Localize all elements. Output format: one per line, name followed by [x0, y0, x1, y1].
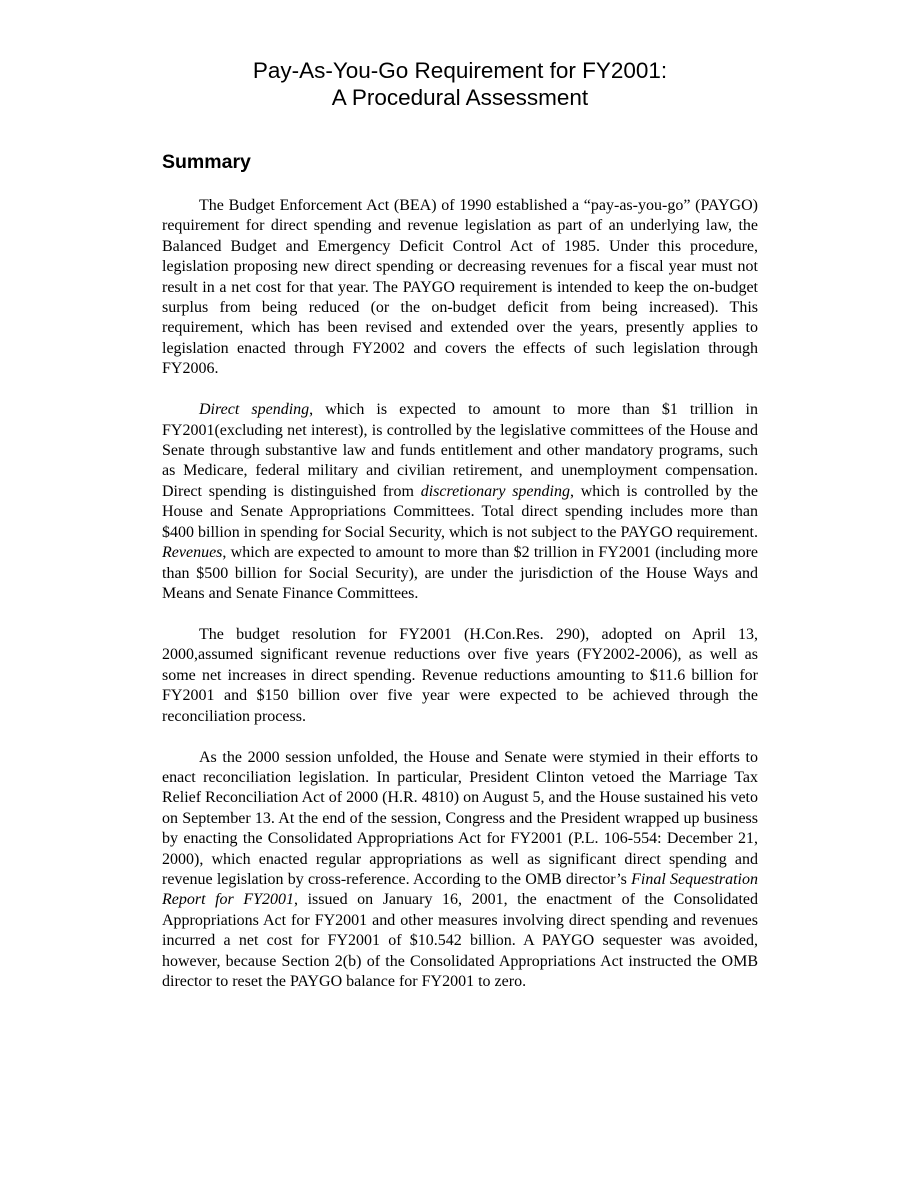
paragraph-4-text-1: As the 2000 session unfolded, the House and Senate were stymied in their efforts to enact reconciliation legislation. In particular, President Clinton vetoed the Marriage Tax Relief Reconciliation Act of 2000 (H.R. 4810) on August 5, and the House sustained his veto on September 13. At the end of the session, Congress and the President wrapped up business by enacting the Consolidated Appropriations Act for FY2001 (P.L. 106-554: December 21, 2000), which enacted regular appropriations as well as significant direct spending and revenue legislation by cross-reference. According to the OMB director’s: [162, 748, 758, 888]
title-line-2: A Procedural Assessment: [331, 85, 589, 110]
paragraph-2-text-1: , which is expected to amount to more than $1 trillion in FY2001(excluding net interest), is controlled by the legislative committees of the House and Senate through substantive law and funds entitlement and other mandatory programs, such as Medicare, federal military and civilian retirement, and unemployment compensation. Direct spending is distinguished from: [162, 401, 758, 500]
paragraph-2: [162, 400, 758, 604]
title-line-1: Pay-As-You-Go Requirement for FY2001:: [252, 58, 668, 83]
term-discretionary-spending: discretionary spending: [420, 482, 570, 500]
document-body: [162, 196, 758, 1013]
paragraph-2-text-3: , which are expected to amount to more than $2 trillion in FY2001 (including more than $500 billion for Social Security), are under the jurisdiction of the House Ways and Means and Senate Finance Committees.: [162, 544, 758, 602]
paragraph-4: [162, 748, 758, 993]
paragraph-4-text-2: , issued on January 16, 2001, the enactment of the Consolidated Appropriations Act for FY2001 and other measures involving direct spending and revenues incurred a net cost for FY2001 of $10.542 billion. A PAYGO sequester was avoided, however, because Section 2(b) of the Consolidated Appropriations Act instructed the OMB director to reset the PAYGO balance for FY2001 to zero.: [162, 891, 758, 990]
paragraph-3-text: The budget resolution for FY2001 (H.Con.Res. 290), adopted on April 13, 2000,assumed significant revenue reductions over five years (FY2002-2006), as well as some net increases in direct spending. Revenue reductions amounting to $11.6 billion for FY2001 and $150 billion over five year were expected to be achieved through the reconciliation process.: [162, 625, 758, 725]
paragraph-3: [162, 625, 758, 727]
paragraph-1-text: The Budget Enforcement Act (BEA) of 1990 established a “pay-as-you-go” (PAYGO) requirement for direct spending and revenue legislation as part of an underlying law, the Balanced Budget and Emergency Deficit Control Act of 1985. Under this procedure, legislation proposing new direct spending or decreasing revenues for a fiscal year must not result in a net cost for that year. The PAYGO requirement is intended to keep the on-budget surplus from being reduced (or the on-budget deficit from being increased). This requirement, which has been revised and extended over the years, presently applies to legislation enacted through FY2002 and covers the effects of such legislation through FY2006.: [162, 197, 758, 378]
document-title: [162, 57, 758, 111]
section-heading: Summary: [162, 151, 251, 173]
report-title: Final Sequestration Report for FY2001: [162, 870, 759, 909]
term-direct-spending: Direct spending: [199, 401, 310, 419]
paragraph-1: [162, 196, 758, 380]
paragraph-2-text-2: , which is controlled by the House and Senate Appropriations Committees. Total direct spending includes more than $400 billion in spending for Social Security, which is not subject to the PAYGO requirement.: [162, 482, 759, 541]
term-revenues: Revenues: [162, 544, 223, 562]
